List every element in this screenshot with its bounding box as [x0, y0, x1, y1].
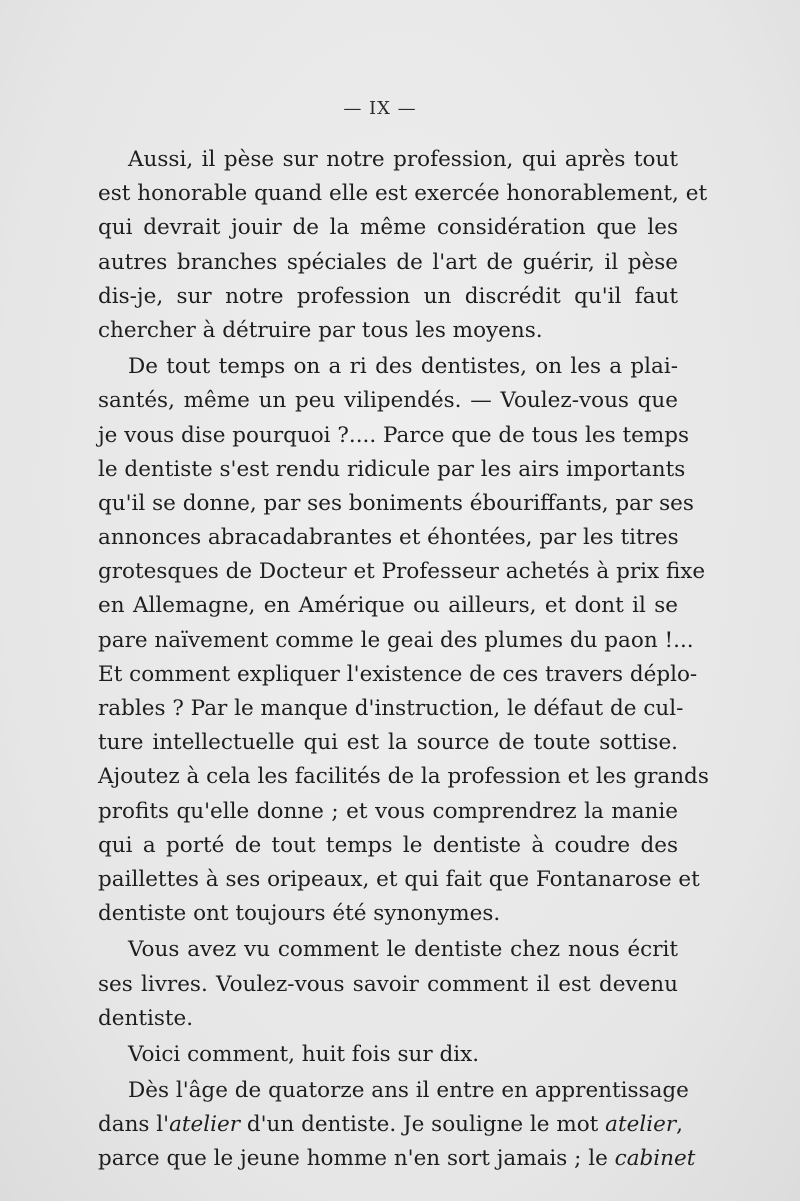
text-line: grotesques de Docteur et Professeur achetés à prix fixe: [98, 559, 706, 585]
text-line: qui a porté de tout temps le dentiste à coudre des: [98, 832, 678, 858]
text-line: Voici comment, huit fois sur dix.: [128, 1041, 480, 1067]
text-line: ture intellectuelle qui est la source de toute sottise.: [98, 730, 678, 756]
text-line: je vous dise pourquoi ?.... Parce que de tous les temps: [98, 422, 690, 448]
text-line: en Allemagne, en Amérique ou ailleurs, et dont il se: [98, 593, 678, 619]
text-line: parce que le jeune homme n'en sort jamais ; le cabinet: [98, 1146, 696, 1172]
text-line: Vous avez vu comment le dentiste chez nous écrit: [128, 937, 678, 963]
text-line: dans l'atelier d'un dentiste. Je souligne le mot atelier,: [98, 1112, 683, 1138]
text-line: dentiste.: [98, 1005, 194, 1031]
text-line: Et comment expliquer l'existence de ces travers déplo-: [98, 661, 698, 687]
italic-word: atelier: [169, 1112, 241, 1138]
text-line: ses livres. Voulez-vous savoir comment il est devenu: [98, 971, 678, 997]
text-line: profits qu'elle donne ; et vous comprendrez la manie: [98, 798, 678, 824]
text-line: chercher à détruire par tous les moyens.: [98, 317, 543, 343]
text-line: annonces abracadabrantes et éhontées, par les titres: [98, 525, 679, 551]
text-line: est honorable quand elle est exercée honorablement, et: [98, 181, 708, 207]
text-line: Aussi, il pèse sur notre profession, qui après tout: [128, 147, 678, 172]
italic-word: atelier: [605, 1112, 677, 1138]
body-text: [98, 143, 709, 1177]
text-line: pare naïvement comme le geai des plumes du paon !...: [98, 627, 694, 653]
text-line: paillettes à ses oripeaux, et qui fait que Fontanarose et: [98, 866, 700, 892]
text-line: Dès l'âge de quatorze ans il entre en apprentissage: [128, 1078, 689, 1104]
text-line: santés, même un peu vilipendés. — Voulez-vous que: [98, 388, 678, 414]
text-line: Ajoutez à cela les facilités de la profession et les grands: [98, 764, 709, 790]
text-line: rables ? Par le manque d'instruction, le défaut de cul-: [98, 696, 684, 721]
page-number-header: — IX —: [343, 98, 417, 119]
italic-word: cabinet: [614, 1146, 696, 1172]
paragraph: [98, 350, 709, 931]
text-line: dentiste ont toujours été synonymes.: [98, 901, 501, 927]
text-line: De tout temps on a ri des dentistes, on les a plai-: [128, 354, 678, 380]
text-line: qui devrait jouir de la même considération que les: [98, 215, 678, 241]
paragraph: [98, 143, 708, 348]
text-line: le dentiste s'est rendu ridicule par les airs importants: [98, 456, 686, 482]
paragraph: [98, 1038, 678, 1072]
text-line: autres branches spéciales de l'art de guérir, il pèse: [98, 249, 678, 275]
paragraph: [98, 1074, 696, 1177]
paragraph: [98, 933, 678, 1036]
text-line: qu'il se donne, par ses boniments ébouriffants, par ses: [98, 490, 694, 516]
text-line: dis-je, sur notre profession un discrédit qu'il faut: [98, 283, 678, 309]
